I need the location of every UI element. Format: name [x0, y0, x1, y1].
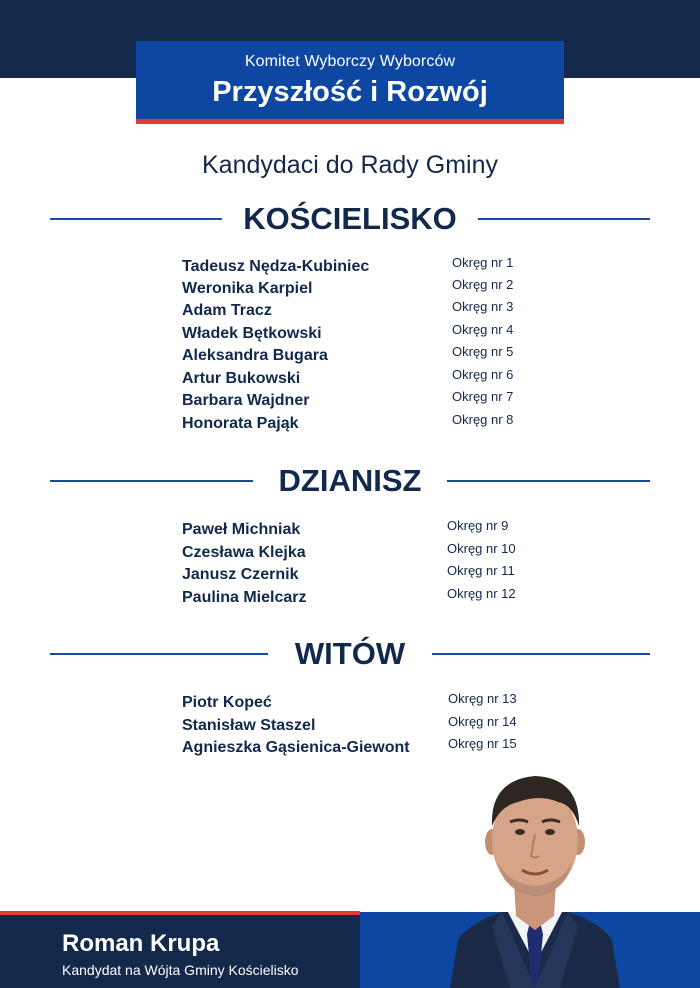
candidate-district: Okręg nr 11: [447, 563, 515, 578]
section-title: WITÓW: [294, 636, 406, 671]
candidate-name: Janusz Czernik: [182, 566, 299, 583]
candidate-photo: [440, 764, 630, 988]
candidate-row: [182, 737, 542, 759]
candidate-row: [182, 390, 542, 412]
candidate-name: Stanisław Staszel: [182, 717, 316, 734]
mayor-candidate-banner: [0, 911, 360, 988]
candidate-district: Okręg nr 6: [452, 367, 514, 382]
section-heading-witow: [50, 634, 650, 674]
candidate-district: Okręg nr 5: [452, 344, 514, 359]
candidate-row: [182, 345, 542, 367]
committee-banner: [136, 41, 564, 124]
section-title: KOŚCIELISKO: [243, 201, 457, 236]
candidate-name: Honorata Pająk: [182, 415, 299, 432]
candidate-district: Okręg nr 8: [452, 412, 514, 427]
candidate-row: [182, 692, 542, 714]
candidate-name: Paulina Mielcarz: [182, 589, 307, 606]
candidate-district: Okręg nr 10: [447, 541, 516, 556]
committee-subtitle: Komitet Wyborczy Wyborców: [244, 53, 456, 70]
candidate-district: Okręg nr 9: [447, 518, 509, 533]
candidate-name: Barbara Wajdner: [182, 392, 310, 409]
candidate-name: Piotr Kopeć: [182, 694, 272, 711]
candidate-row: [182, 413, 542, 435]
section-heading-dzianisz: [50, 461, 650, 501]
candidate-name: Weronika Karpiel: [182, 280, 313, 297]
candidate-row: [182, 587, 542, 609]
candidate-district: Okręg nr 14: [448, 714, 517, 729]
candidate-name: Artur Bukowski: [182, 370, 301, 387]
candidate-name: Władek Bętkowski: [182, 325, 322, 342]
candidate-district: Okręg nr 12: [447, 586, 516, 601]
candidate-district: Okręg nr 15: [448, 736, 517, 751]
candidate-row: [182, 564, 542, 586]
candidate-row: [182, 519, 542, 541]
candidate-name: Paweł Michniak: [182, 521, 301, 538]
candidate-name: Czesława Klejka: [182, 544, 306, 561]
candidate-district: Okręg nr 3: [452, 299, 514, 314]
list-title: Kandydaci do Rady Gminy: [202, 151, 498, 179]
candidate-district: Okręg nr 13: [448, 691, 517, 706]
committee-name: Przyszłość i Rozwój: [212, 76, 488, 108]
mayor-candidate-name: Roman Krupa: [62, 930, 220, 957]
candidate-name: Agnieszka Gąsienica-Giewont: [182, 739, 410, 756]
candidate-district: Okręg nr 7: [452, 389, 514, 404]
mayor-candidate-role: Kandydat na Wójta Gminy Kościelisko: [62, 962, 299, 978]
candidate-row: [182, 300, 542, 322]
candidate-district: Okręg nr 1: [452, 255, 514, 270]
candidate-district: Okręg nr 4: [452, 322, 514, 337]
candidate-district: Okręg nr 2: [452, 277, 514, 292]
candidate-name: Tadeusz Nędza-Kubiniec: [182, 258, 370, 275]
section-title: DZIANISZ: [278, 463, 422, 498]
section-heading-koscielisko: [50, 199, 650, 239]
candidate-name: Aleksandra Bugara: [182, 347, 328, 364]
candidate-name: Adam Tracz: [182, 302, 272, 319]
